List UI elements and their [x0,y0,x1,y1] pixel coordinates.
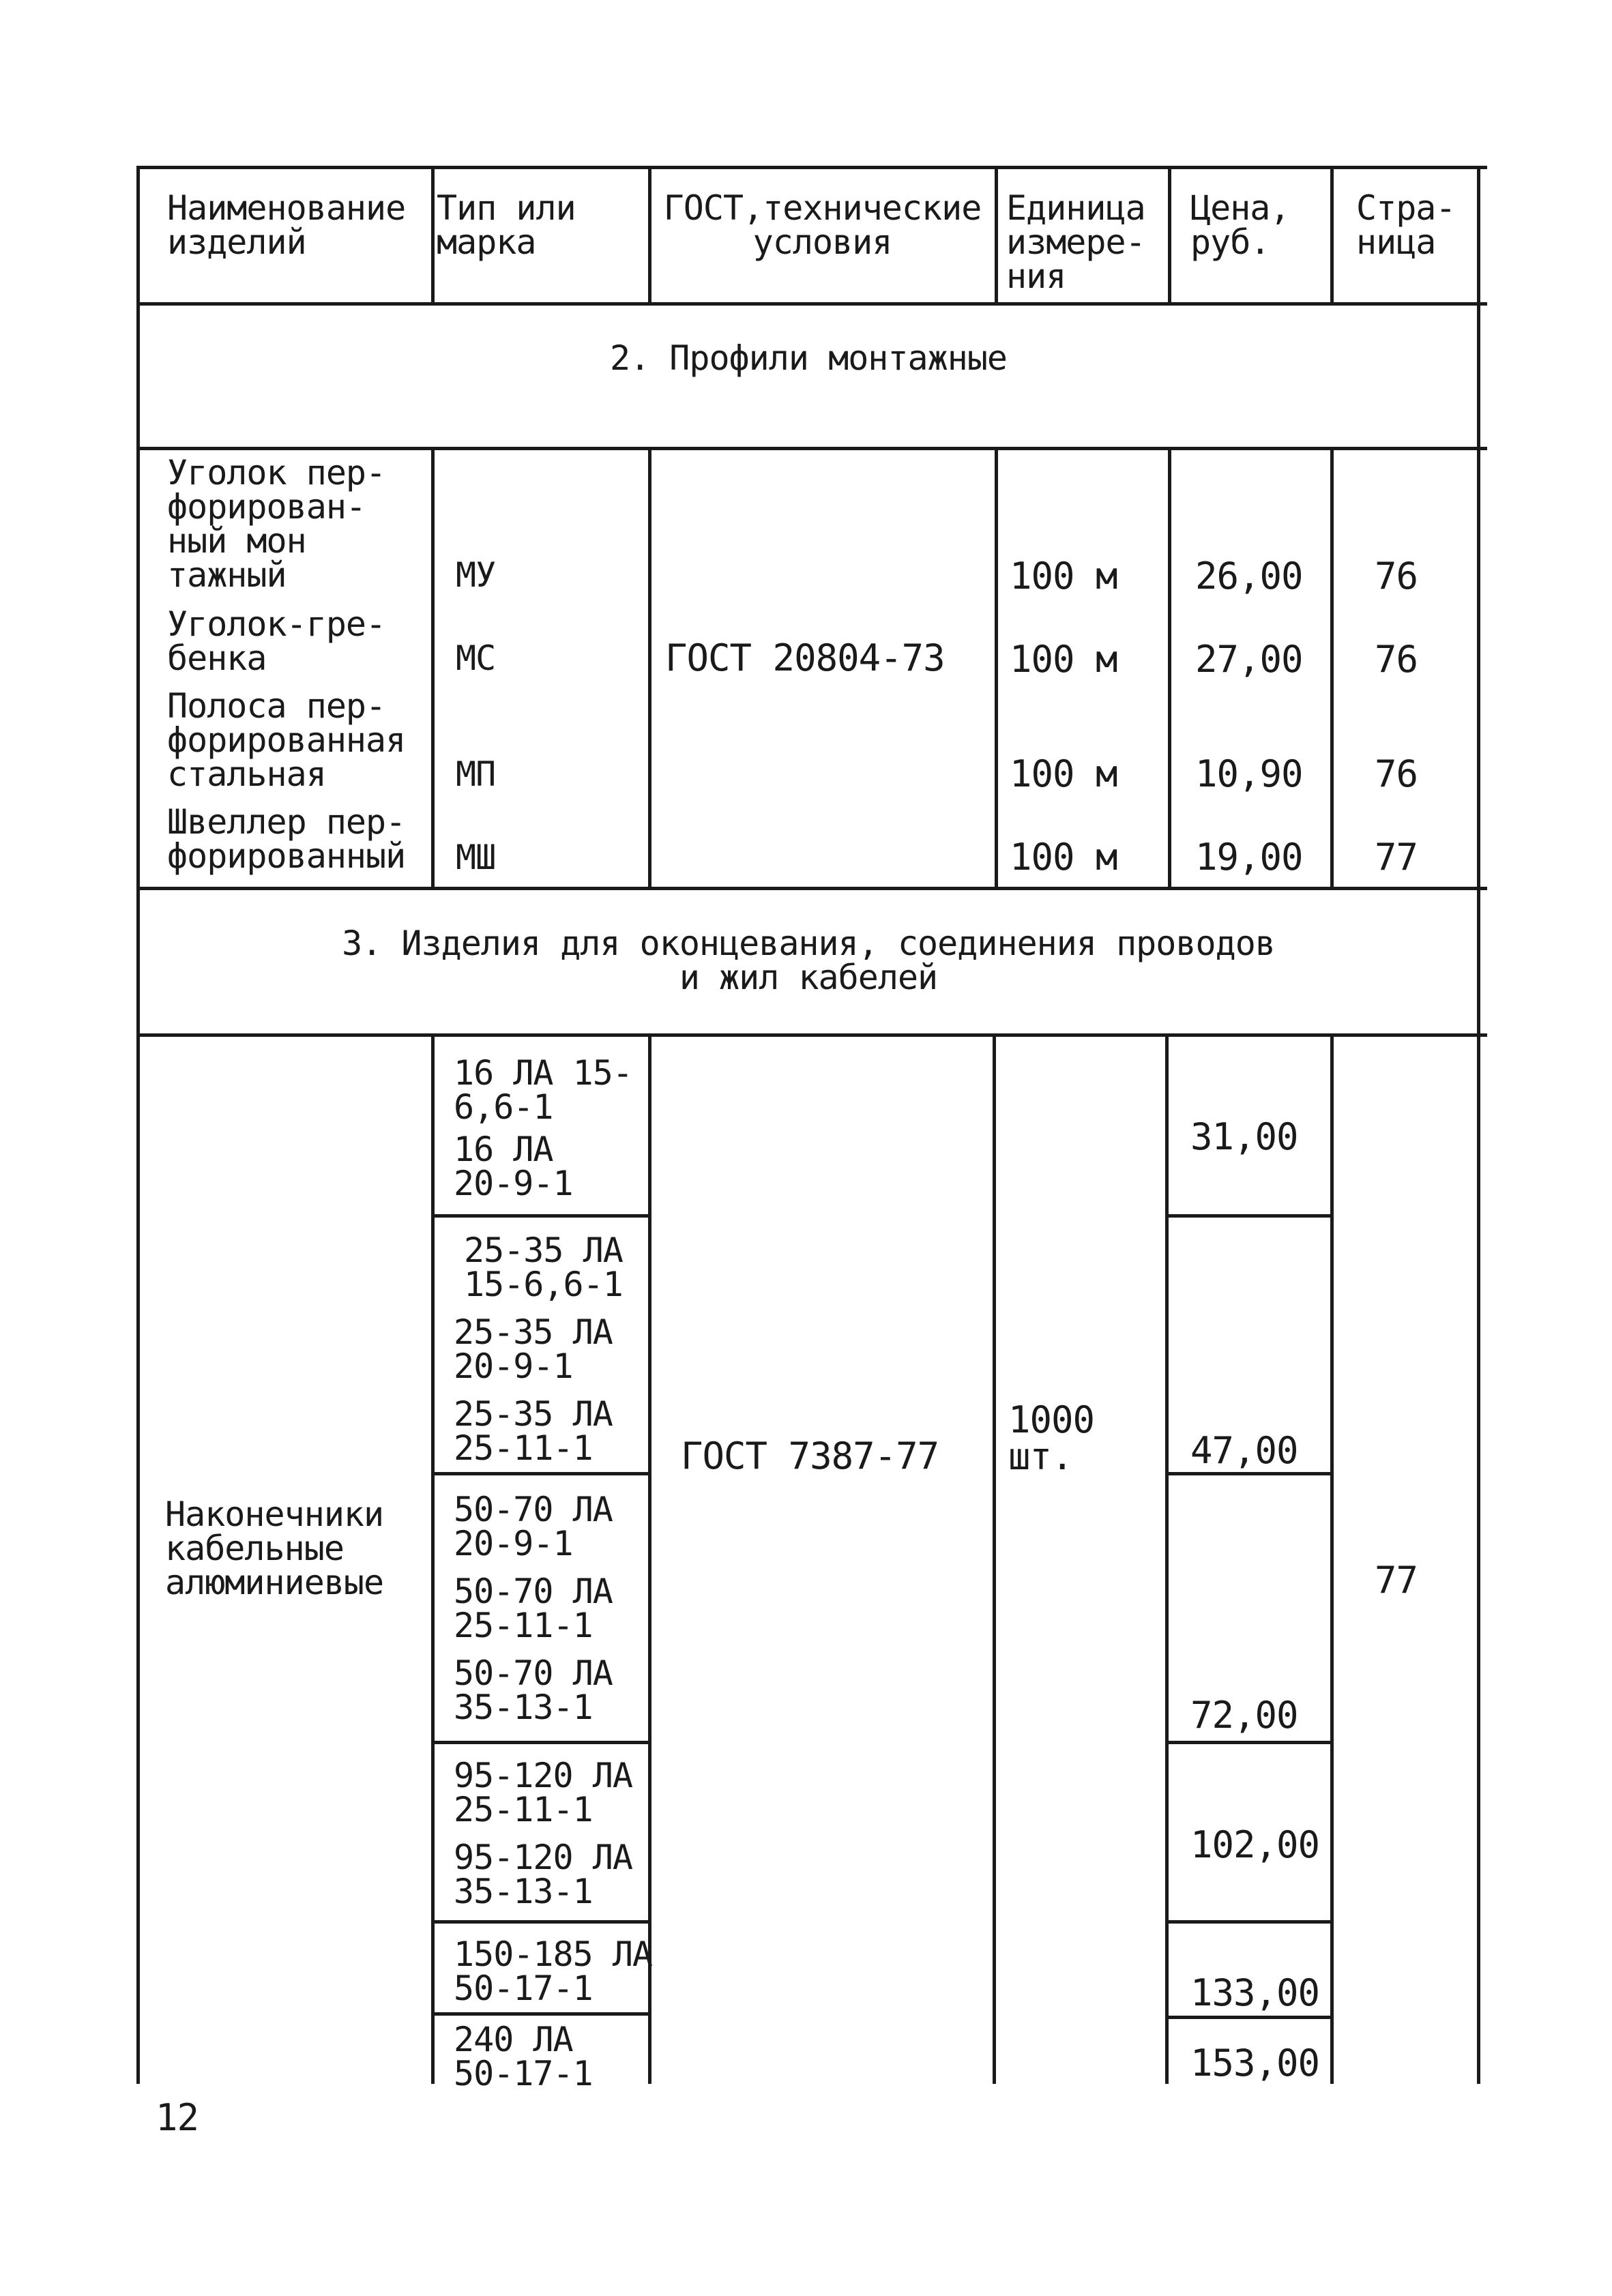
s2-row2-unit: 100 м [1010,638,1117,681]
s3-g3-type2: 50-70 ЛА 25-11-1 [454,1572,613,1645]
s2-row2-type: МС [456,638,496,678]
s3-g1-type1: 16 ЛА 15- 6,6-1 [454,1053,632,1127]
section2-title: 2. Профили монтажные [609,338,1008,378]
s2-row3-type: МП [456,754,496,794]
s3-g2-type3: 25-35 ЛА 25-11-1 [454,1394,613,1468]
s2-row2-page: 76 [1375,638,1418,681]
s3-unit: 1000 шт. [1008,1398,1095,1478]
s3-g5-price: 133,00 [1190,1971,1320,2014]
s3-g3-type3: 50-70 ЛА 35-13-1 [454,1653,613,1727]
s3-g1-type2: 16 ЛА 20-9-1 [454,1130,573,1203]
s3-g2-price: 47,00 [1190,1429,1298,1472]
s2-row4-type: МШ [456,838,496,877]
s2-row3-price: 10,90 [1195,752,1303,795]
header-unit: Единица измере- ния [1006,188,1145,296]
s2-row3-name: Полоса пер- форированная стальная [167,686,406,794]
s3-g3-price: 72,00 [1190,1694,1298,1737]
page-number: 12 [156,2096,199,2139]
header-gost: ГОСТ,технические условия [663,188,982,262]
header-type: Тип или марка [437,188,576,262]
section3-title: 3. Изделия для оконцевания, соединения проводов и жил кабелей [342,924,1275,997]
s3-g2-type2: 25-35 ЛА 20-9-1 [454,1312,613,1386]
s2-row1-page: 76 [1375,555,1418,598]
s2-row2-price: 27,00 [1195,638,1303,681]
s3-g4-price: 102,00 [1190,1823,1320,1866]
s3-g2-type1: 25-35 ЛА 15-6,6-1 [464,1231,623,1304]
s2-row4-page: 77 [1375,836,1418,879]
s2-row1-name: Уголок пер- форирован- ный мон тажный [167,453,386,595]
s3-name: Наконечники кабельные алюминиевые [165,1495,384,1602]
s2-row4-price: 19,00 [1195,836,1303,879]
header-price: Цена, руб. [1190,188,1290,262]
header-name: Наименование изделий [167,188,406,262]
s3-g1-price: 31,00 [1190,1115,1298,1158]
s3-g5-type1: 150-185 ЛА 50-17-1 [454,1934,653,2008]
s3-g4-type1: 95-120 ЛА 25-11-1 [454,1756,632,1829]
s3-page: 77 [1375,1559,1418,1602]
s2-row4-unit: 100 м [1010,836,1117,879]
s2-gost: ГОСТ 20804-73 [665,636,945,679]
s2-row2-name: Уголок-гре- бенка [167,604,386,678]
s2-row1-unit: 100 м [1010,555,1117,598]
s2-row3-unit: 100 м [1010,752,1117,795]
s2-row3-page: 76 [1375,752,1418,795]
header-page: Стра- ница [1356,188,1456,262]
s3-g4-type2: 95-120 ЛА 35-13-1 [454,1838,632,1911]
s2-row1-price: 26,00 [1195,555,1303,598]
s3-g6-price: 153,00 [1190,2042,1320,2085]
s3-g3-type1: 50-70 ЛА 20-9-1 [454,1490,613,1563]
s2-row4-name: Швеллер пер- форированный [167,802,406,876]
s3-g6-type1: 240 ЛА 50-17-1 [454,2020,593,2093]
s3-gost: ГОСТ 7387-77 [681,1434,939,1477]
s2-row1-type: МУ [456,555,496,595]
